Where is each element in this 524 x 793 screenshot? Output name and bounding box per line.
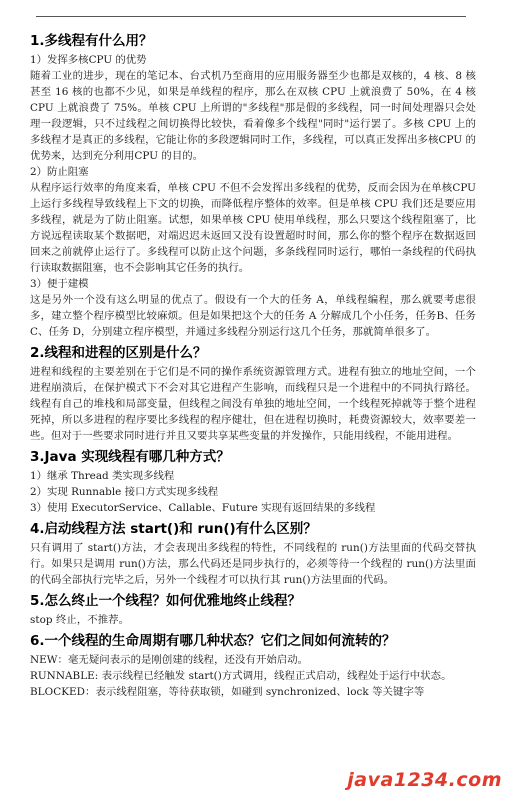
paragraph: NEW：毫无疑问表示的是刚创建的线程，还没有开始启动。 bbox=[30, 654, 309, 666]
section-title: 6.一个线程的生命周期有哪几种状态？它们之间如何流转的？ bbox=[30, 633, 396, 649]
site-watermark: java1234.com bbox=[347, 769, 502, 791]
section-1 bbox=[30, 32, 476, 340]
section-5 bbox=[30, 592, 476, 628]
list-item: 1）继承 Thread 类实现多线程 bbox=[30, 470, 175, 482]
section-title: 1.多线程有什么用？ bbox=[30, 33, 153, 49]
section-4 bbox=[30, 520, 476, 588]
subheading: 3）便于建模 bbox=[30, 278, 89, 290]
section-6 bbox=[30, 632, 476, 700]
paragraph: 这是另外一个没有这么明显的优点了。假设有一个大的任务 A，单线程编程，那么就要考虑很多，建立整个程序模型比较麻烦。但是如果把这个大的任务 A 分解成几个小任务，任务B、任务 C、任务 D，分别建立程序模型，并通过多线程分别运行这几个任务，那就简单很多了。 bbox=[30, 294, 476, 338]
section-title: 4.启动线程方法 start()和 run()有什么区别？ bbox=[30, 521, 317, 537]
document-body bbox=[30, 28, 476, 700]
header-rule bbox=[36, 16, 466, 17]
paragraph: 进程和线程的主要差别在于它们是不同的操作系统资源管理方式。进程有独立的地址空间，一个进程崩溃后，在保护模式下不会对其它进程产生影响，而线程只是一个进程中的不同执行路径。线程有自己的堆栈和局部变量，但线程之间没有单独的地址空间，一个线程死掉就等于整个进程死掉，所以多进程的程序要比多线程的程序健壮，但在进程切换时，耗费资源较大，效率要差一些。但对于一些要求同时进行并且又要共享某些变量的并发操作，只能用线程，不能用进程。 bbox=[30, 366, 476, 442]
section-2 bbox=[30, 344, 476, 444]
paragraph: RUNNABLE: 表示线程已经触发 start()方式调用，线程正式启动，线程处于运行中状态。 bbox=[30, 670, 452, 682]
list-item: 3）使用 ExecutorService、Callable、Future 实现有返回结果的多线程 bbox=[30, 502, 376, 514]
section-title: 3.Java 实现线程有哪几种方式？ bbox=[30, 449, 230, 465]
section-title: 2.线程和进程的区别是什么？ bbox=[30, 345, 207, 361]
section-3 bbox=[30, 448, 476, 516]
paragraph: BLOCKED：表示线程阻塞，等待获取锁，如碰到 synchronized、lock 等关键字等 bbox=[30, 686, 425, 698]
section-title: 5.怎么终止一个线程？如何优雅地终止线程？ bbox=[30, 593, 302, 609]
list-item: 2）实现 Runnable 接口方式实现多线程 bbox=[30, 486, 219, 498]
paragraph: stop 终止，不推荐。 bbox=[30, 614, 130, 626]
paragraph: 随着工业的进步，现在的笔记本、台式机乃至商用的应用服务器至少也都是双核的，4 核、8 核甚至 16 核的也都不少见，如果是单线程的程序，那么在双核 CPU 上就浪费了 50%，在 4 核 CPU 上就浪费了 75%。单核 CPU 上所谓的"多线程"那是假的多线程，同一时间处理器只会处理一段逻辑，只不过线程之间切换得比较快，看着像多个线程"同时"运行罢了。多核 CPU 上的多线程才是真正的多线程，它能让你的多段逻辑同时工作，多线程，可以真正发挥出多核CPU 的优势来，达到充分利用CPU 的目的。 bbox=[30, 70, 476, 162]
paragraph: 只有调用了 start()方法，才会表现出多线程的特性，不同线程的 run()方法里面的代码交替执行。如果只是调用 run()方法，那么代码还是同步执行的，必须等待一个线程的 run()方法里面的代码全部执行完毕之后，另外一个线程才可以执行其 run()方法里面的代码。 bbox=[30, 542, 476, 586]
paragraph: 从程序运行效率的角度来看，单核 CPU 不但不会发挥出多线程的优势，反而会因为在单核CPU 上运行多线程导致线程上下文的切换，而降低程序整体的效率。但是单核 CPU 我们还是要应用多线程，就是为了防止阻塞。试想，如果单核 CPU 使用单线程，那么只要这个线程阻塞了，比方说远程读取某个数据吧，对端迟迟未返回又没有设置超时时间，那么你的整个程序在数据返回回来之前就停止运行了。多线程可以防止这个问题，多条线程同时运行，哪怕一条线程的代码执行读取数据阻塞，也不会影响其它任务的执行。 bbox=[30, 182, 476, 274]
subheading: 1）发挥多核CPU 的优势 bbox=[30, 54, 147, 66]
subheading: 2）防止阻塞 bbox=[30, 166, 89, 178]
